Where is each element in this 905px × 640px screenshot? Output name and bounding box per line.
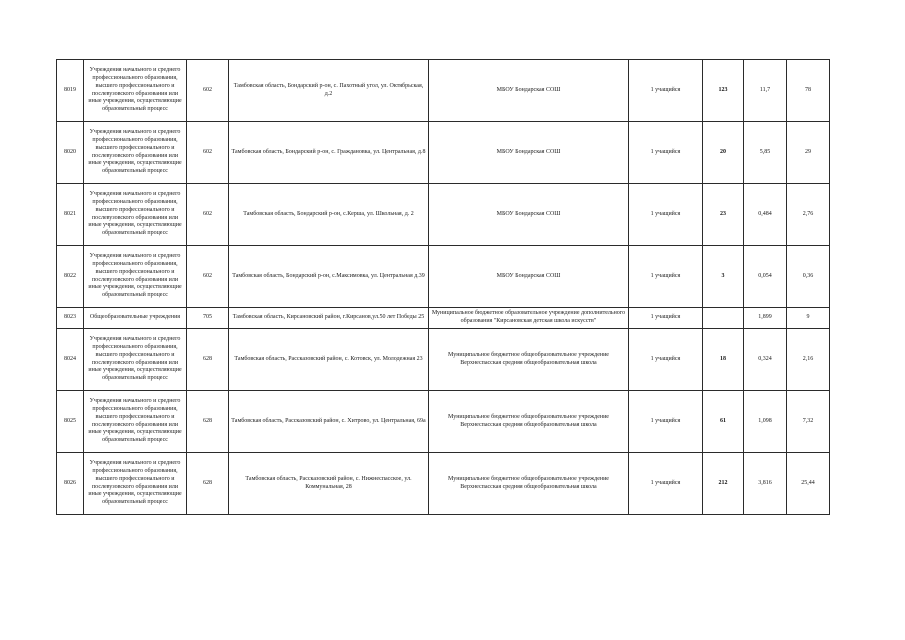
facility-type-cell: Учреждения начального и среднего профессионального образования, высшего профессионального и послевузовского образования или иные учреждения, осуществляющие образовательный процесс <box>84 122 187 184</box>
organization-cell: Муниципальное бюджетное общеобразовательное учреждение Верхнеспасская средняя общеобразовательная школа <box>429 329 629 391</box>
address-cell: Тамбовская область, Рассказовский район, с. Нижнеспасское, ул. Коммунальная, 28 <box>229 453 429 515</box>
facility-type-cell: Учреждения начального и среднего профессионального образования, высшего профессионального и послевузовского образования или иные учреждения, осуществляющие образовательный процесс <box>84 60 187 122</box>
table-row <box>57 329 830 391</box>
address-cell: Тамбовская область, Бондарский р-он, с.Керша, ул. Школьная, д. 2 <box>229 184 429 246</box>
norm-value-cell: 2,76 <box>787 184 830 246</box>
address-cell: Тамбовская область, Бондарский р-он, с. Граждановка, ул. Центральная, д.8 <box>229 122 429 184</box>
organization-cell: МБОУ Бондарская СОШ <box>429 246 629 308</box>
facility-type-cell: Учреждения начального и среднего профессионального образования, высшего профессионального и послевузовского образования или иные учреждения, осуществляющие образовательный процесс <box>84 453 187 515</box>
waste-unit-cell: 1 учащийся <box>629 308 703 329</box>
organization-cell: МБОУ Бондарская СОШ <box>429 60 629 122</box>
type-code-cell: 628 <box>187 329 229 391</box>
waste-unit-cell: 1 учащийся <box>629 453 703 515</box>
waste-unit-cell: 1 учащийся <box>629 184 703 246</box>
facility-type-cell: Учреждения начального и среднего профессионального образования, высшего профессионального и послевузовского образования или иные учреждения, осуществляющие образовательный процесс <box>84 184 187 246</box>
registry-rows <box>57 60 830 515</box>
facility-type-cell: Учреждения начального и среднего профессионального образования, высшего профессионального и послевузовского образования или иные учреждения, осуществляющие образовательный процесс <box>84 246 187 308</box>
unit-count-cell: 20 <box>703 122 744 184</box>
address-cell: Тамбовская область, Рассказовский район, с. Котовск, ул. Молодежная 23 <box>229 329 429 391</box>
unit-count-cell: 23 <box>703 184 744 246</box>
row-number-cell: 8021 <box>57 184 84 246</box>
row-number-cell: 8024 <box>57 329 84 391</box>
table-row <box>57 122 830 184</box>
norm-value-cell: 25,44 <box>787 453 830 515</box>
registry-table <box>56 59 830 515</box>
unit-count-cell: 212 <box>703 453 744 515</box>
area-value-cell: 1,899 <box>744 308 787 329</box>
type-code-cell: 602 <box>187 246 229 308</box>
unit-count-cell: 18 <box>703 329 744 391</box>
type-code-cell: 705 <box>187 308 229 329</box>
organization-cell: Муниципальное бюджетное общеобразовательное учреждение Верхнеспасская средняя общеобразовательная школа <box>429 453 629 515</box>
address-cell: Тамбовская область, Бондарский р-он, с. Пахотный угол, ул. Октябрьская, д.2 <box>229 60 429 122</box>
area-value-cell: 0,054 <box>744 246 787 308</box>
row-number-cell: 8025 <box>57 391 84 453</box>
row-number-cell: 8023 <box>57 308 84 329</box>
unit-count-cell: 61 <box>703 391 744 453</box>
row-number-cell: 8026 <box>57 453 84 515</box>
address-cell: Тамбовская область, Кирсановский район, г.Кирсанов,ул.50 лет Победы 25 <box>229 308 429 329</box>
table-row <box>57 184 830 246</box>
norm-value-cell: 2,16 <box>787 329 830 391</box>
norm-value-cell: 29 <box>787 122 830 184</box>
type-code-cell: 602 <box>187 122 229 184</box>
row-number-cell: 8022 <box>57 246 84 308</box>
unit-count-cell: 123 <box>703 60 744 122</box>
type-code-cell: 628 <box>187 453 229 515</box>
waste-unit-cell: 1 учащийся <box>629 246 703 308</box>
area-value-cell: 0,484 <box>744 184 787 246</box>
area-value-cell: 0,324 <box>744 329 787 391</box>
row-number-cell: 8019 <box>57 60 84 122</box>
row-number-cell: 8020 <box>57 122 84 184</box>
type-code-cell: 602 <box>187 184 229 246</box>
address-cell: Тамбовская область, Бондарский р-он, с.Максимовка, ул. Центральная д.39 <box>229 246 429 308</box>
table-row <box>57 453 830 515</box>
facility-type-cell: Общеобразовательные учреждения <box>84 308 187 329</box>
organization-cell: МБОУ Бондарская СОШ <box>429 122 629 184</box>
type-code-cell: 602 <box>187 60 229 122</box>
norm-value-cell: 78 <box>787 60 830 122</box>
area-value-cell: 3,816 <box>744 453 787 515</box>
type-code-cell: 628 <box>187 391 229 453</box>
area-value-cell: 1,098 <box>744 391 787 453</box>
facility-type-cell: Учреждения начального и среднего профессионального образования, высшего профессионального и послевузовского образования или иные учреждения, осуществляющие образовательный процесс <box>84 329 187 391</box>
norm-value-cell: 0,36 <box>787 246 830 308</box>
address-cell: Тамбовская область, Рассказовский район, с. Хитрово, ул. Центральная, 69а <box>229 391 429 453</box>
waste-unit-cell: 1 учащийся <box>629 391 703 453</box>
waste-unit-cell: 1 учащийся <box>629 60 703 122</box>
area-value-cell: 5,85 <box>744 122 787 184</box>
norm-value-cell: 9 <box>787 308 830 329</box>
table-row <box>57 246 830 308</box>
table-row <box>57 308 830 329</box>
waste-unit-cell: 1 учащийся <box>629 329 703 391</box>
organization-cell: Муниципальное бюджетное общеобразовательное учреждение Верхнеспасская средняя общеобразовательная школа <box>429 391 629 453</box>
organization-cell: МБОУ Бондарская СОШ <box>429 184 629 246</box>
unit-count-cell <box>703 308 744 329</box>
area-value-cell: 11,7 <box>744 60 787 122</box>
table-row <box>57 60 830 122</box>
facility-type-cell: Учреждения начального и среднего профессионального образования, высшего профессионального и послевузовского образования или иные учреждения, осуществляющие образовательный процесс <box>84 391 187 453</box>
organization-cell: Муниципальное бюджетное образовательное учреждение дополнительного образования "Кирсановская детская школа искусств" <box>429 308 629 329</box>
norm-value-cell: 7,32 <box>787 391 830 453</box>
table-row <box>57 391 830 453</box>
unit-count-cell: 3 <box>703 246 744 308</box>
waste-unit-cell: 1 учащийся <box>629 122 703 184</box>
